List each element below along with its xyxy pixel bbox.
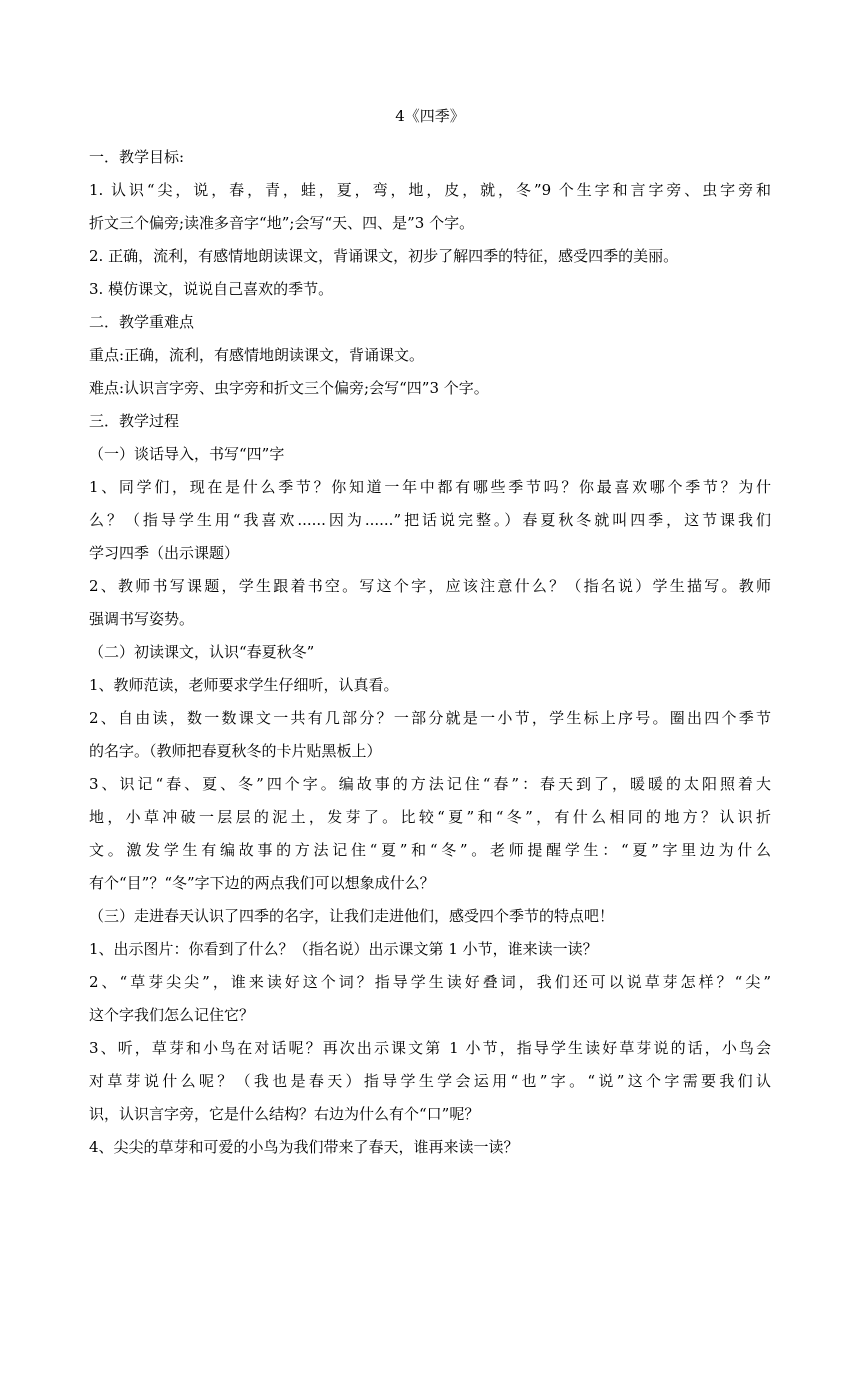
- text-line: 二．教学重难点: [89, 313, 195, 331]
- text-line: 重点:正确，流利，有感情地朗读课文，背诵课文。: [89, 346, 425, 364]
- text-line: 对草芽说什么呢？（我也是春天）指导学生学会运用“也”字。“说”这个字需要我们认: [89, 1072, 771, 1090]
- text-line: 识，认识言字旁，它是什么结构？右边为什么有个“口”呢？: [89, 1105, 480, 1123]
- document-body: [89, 141, 771, 1164]
- text-line: （二）初读课文，认识“春夏秋冬”: [89, 643, 315, 661]
- text-line: 么？（指导学生用“我喜欢......因为......”把话说完整。）春夏秋冬就叫四季，这节课我们: [89, 511, 771, 529]
- document-title: 4《四季》: [395, 107, 465, 125]
- text-line: 学习四季（出示课题）: [89, 544, 240, 562]
- text-line: 3、听，草芽和小鸟在对话呢？再次出示课文第 1 小节，指导学生读好草芽说的话，小鸟会: [89, 1039, 771, 1057]
- text-line: 2. 正确，流利，有感情地朗读课文，背诵课文，初步了解四季的特征，感受四季的美丽。: [89, 247, 679, 265]
- text-line: （一）谈话导入，书写“四”字: [89, 445, 285, 463]
- text-line: 折文三个偏旁;读准多音字“地”;会写“天、四、是”3 个字。: [89, 214, 475, 232]
- text-line: 一．教学目标:: [89, 148, 185, 166]
- text-line: 2、“草芽尖尖”，谁来读好这个词？指导学生读好叠词，我们还可以说草芽怎样？“尖”: [89, 973, 771, 991]
- text-line: 1. 认识“尖，说，春，青，蛙，夏，弯，地，皮，就，冬”9 个生字和言字旁、虫字旁和: [89, 181, 771, 199]
- text-line: 2、自由读，数一数课文一共有几部分？一部分就是一小节，学生标上序号。圈出四个季节: [89, 709, 771, 727]
- text-line: 3、识记“春、夏、冬”四个字。编故事的方法记住“春”：春天到了，暖暖的太阳照着大: [89, 775, 771, 793]
- text-line: 的名字。（教师把春夏秋冬的卡片贴黑板上）: [89, 742, 382, 760]
- text-line: （三）走进春天认识了四季的名字，让我们走进他们，感受四个季节的特点吧！: [89, 907, 615, 925]
- text-line: 1、教师范读，老师要求学生仔细听，认真看。: [89, 676, 399, 694]
- text-line: 难点:认识言字旁、虫字旁和折文三个偏旁;会写“四”3 个字。: [89, 379, 489, 397]
- text-line: 1、同学们，现在是什么季节？你知道一年中都有哪些季节吗？你最喜欢哪个季节？为什: [89, 478, 771, 496]
- text-line: 这个字我们怎么记住它？: [89, 1006, 255, 1024]
- text-line: 3. 模仿课文，说说自己喜欢的季节。: [89, 280, 334, 298]
- text-line: 文。激发学生有编故事的方法记住“夏”和“冬”。老师提醒学生：“夏”字里边为什么: [89, 841, 771, 859]
- text-line: 2、教师书写课题，学生跟着书空。写这个字，应该注意什么？（指名说）学生描写。教师: [89, 577, 771, 595]
- text-line: 三．教学过程: [89, 412, 180, 430]
- text-line: 4、尖尖的草芽和可爱的小鸟为我们带来了春天，谁再来读一读？: [89, 1138, 519, 1156]
- text-line: 有个“目”？“冬”字下边的两点我们可以想象成什么？: [89, 874, 435, 892]
- text-line: 地，小草冲破一层层的泥土，发芽了。比较“夏”和“冬”，有什么相同的地方？认识折: [89, 808, 771, 826]
- text-line: 1、出示图片：你看到了什么？（指名说）出示课文第 1 小节，谁来读一读？: [89, 940, 598, 958]
- text-line: 强调书写姿势。: [89, 610, 195, 628]
